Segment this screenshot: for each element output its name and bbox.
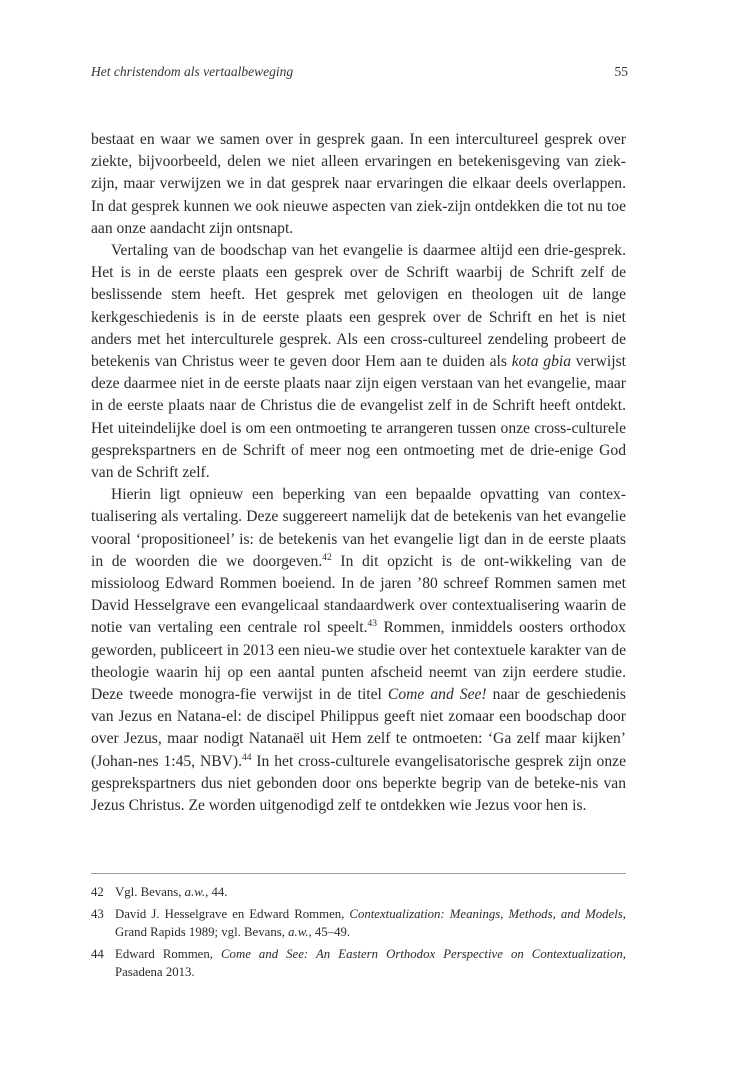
running-title: Het christendom als vertaalbeweging (91, 64, 294, 79)
footnote-ref-42[interactable]: 42 (322, 552, 332, 563)
footnote-text: David J. Hesselgrave en Edward Rommen, Contextualization: Meanings, Methods, and Models, Grand Rapids 1989; vgl. Bevans, a.w., 45–49. (115, 906, 626, 940)
paragraph-3-text-a: Hierin ligt opnieuw een beperking van een bepaalde opvatting van contex-tualisering als vertaling. Deze suggereert namelijk dat de betekenis van het evangelie vooral ‘propositioneel’ is: de betekenis van het evangelie ligt dan in de eerste plaats in de woorden die we doorgeven. (91, 486, 626, 570)
italic-term-kota-gbia: kota gbia (511, 353, 572, 371)
paragraph-1 (91, 129, 626, 240)
footnote-43 (91, 905, 626, 942)
paragraph-2-text-a: Vertaling van de boodschap van het evangelie is daarmee altijd een drie-gesprek. Het is in de eerste plaats een gesprek over de Schrift waarbij de Schrift zelf de beslissende stem heeft. Het gesprek met gelovigen en theologen uit de lange kerkgeschiedenis is in de eerste plaats een gesprek over de Schrift en het is niet anders met het interculturele gesprek. Als een cross-cultureel zendeling probeert de betekenis van Christus weer te geven door Hem aan te duiden als (91, 242, 626, 371)
footnote-number: 44 (91, 946, 104, 961)
page-number: 55 (614, 64, 628, 79)
footnote-ref-44[interactable]: 44 (241, 752, 252, 763)
footnote-42 (91, 883, 626, 902)
footnote-44 (91, 945, 626, 982)
paragraph-2 (91, 240, 626, 484)
footnote-number: 42 (91, 885, 104, 899)
paragraph-3-text-c: Rommen, inmiddels oosters orthodox geworden, publiceert in 2013 een nieu-we studie over het contextuele karakter van de theologie waarin hij op een aantal punten afscheid neemt van zijn eerdere studie. Deze tweede monogra-fie verwijst in de titel (91, 619, 626, 704)
footnotes (91, 883, 626, 985)
footnote-divider (91, 873, 626, 874)
footnote-text: Edward Rommen, Come and See: An Eastern Orthodox Perspective on Contextualization, Pasadena 2013. (115, 946, 626, 980)
paragraph-3 (91, 484, 626, 817)
body-text (91, 129, 626, 817)
footnote-number: 43 (91, 906, 104, 921)
paragraph-3-text-b: In dit opzicht is de ont-wikkeling van de missioloog Edward Rommen boeiend. In de jaren ’80 schreef Rommen samen met David Hesselgrave een evangelicaal standaardwerk over contextualisering waarin de notie van vertaling een centrale rol speelt. (91, 552, 626, 637)
footnote-ref-43[interactable]: 43 (367, 619, 378, 630)
italic-title-come-and-see: Come and See! (387, 686, 487, 704)
paragraph-2-text-b: verwijst deze daarmee niet in de eerste plaats naar zijn eigen verstaan van het evangelie, maar in de eerste plaats naar de Christus die de evangelist zelf in de Schrift heeft ontdekt. Het uiteindelijke doel is om een ontmoeting te arrangeren tussen onze cross-culturele gesprekspartners en de Schrift of meer nog een ontmoeting met de drie-enige God van de Schrift zelf. (91, 353, 626, 482)
paragraph-3-text-d: naar de geschiedenis van Jezus en Natana-el: de discipel Philippus geeft niet zomaar een boodschap door over Jezus, maar nodigt Natanaël uit Hem zelf te ontmoeten: ‘Ga zelf maar kijken’ (Johan-nes 1:45, NBV). (91, 686, 626, 770)
paragraph-1-text: bestaat en waar we samen over in gesprek gaan. In een intercultureel gesprek over ziekte, bijvoorbeeld, delen we niet alleen ervaringen en betekenisgeving van ziek-zijn, maar verwijzen we in dat gesprek naar ervaringen die elkaar deels overlappen. In dat gesprek kunnen we ook nieuwe aspecten van ziek-zijn ontdekken die tot nu toe aan onze aandacht zijn ontsnapt. (91, 131, 626, 237)
paragraph-3-text-e: In het cross-culturele evangelisatorische gesprek zijn onze gesprekspartners dus niet gebonden door ons beperkte begrip van de beteke-nis van Jezus Christus. Ze worden uitgenodigd zelf te ontdekken wie Jezus voor hen is. (91, 752, 626, 815)
footnote-text: Vgl. Bevans, a.w., 44. (115, 885, 228, 899)
